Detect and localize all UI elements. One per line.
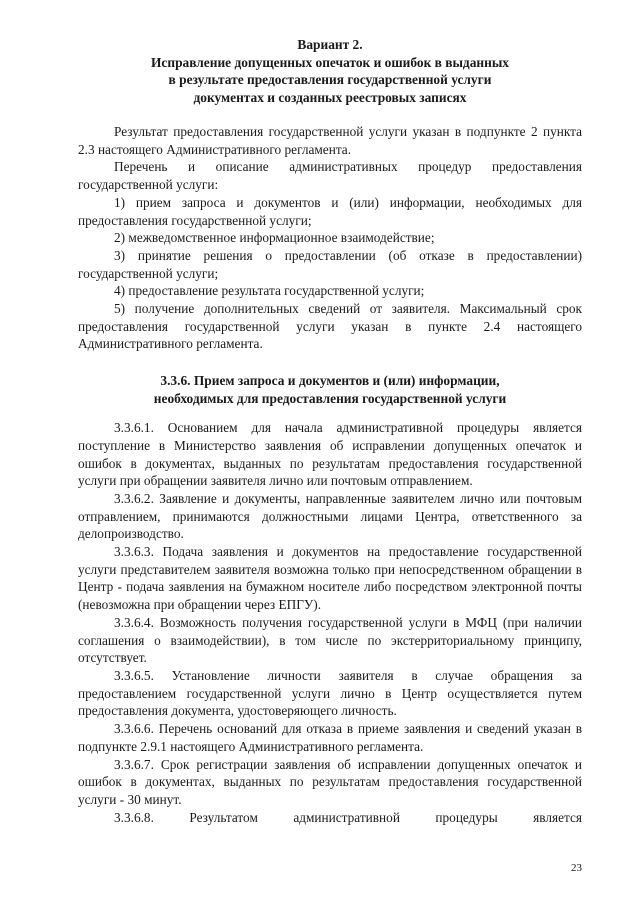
variant-subtitle-line: в результате предоставления государственной услуги	[168, 72, 492, 87]
intro-paragraph: Результат предоставления государственной услуги указан в подпункте 2 пункта 2.3 настоящего Административного регламента.	[78, 124, 582, 157]
variant-subtitle-line: документах и созданных реестровых записях	[193, 89, 467, 105]
procedure-item: 2) межведомственное информационное взаимодействие;	[114, 230, 435, 246]
procedure-item: 5) получение дополнительных сведений от заявителя. Максимальный срок предоставления государственной услуги указан в пункте 2.4 настоящего Административного регламента.	[78, 301, 582, 352]
section-title-line: необходимых для предоставления государственной услуги	[153, 390, 507, 406]
clause-paragraph: 3.3.6.5. Установление личности заявителя в случае обращения за предоставлением государственной услуги лично в Центр осуществляется путем предоставления документа, удостоверяющего личность.	[78, 667, 582, 719]
section-heading	[78, 372, 582, 407]
procedure-item: 1) прием запроса и документов и (или) информации, необходимых для предоставления государственной услуги;	[78, 194, 582, 228]
page-number: 23	[571, 862, 582, 874]
clause-paragraph: 3.3.6.8. Результатом административной процедуры является	[114, 809, 582, 825]
clause-paragraph: 3.3.6.6. Перечень оснований для отказа в приеме заявления и сведений указан в подпункте 2.9.1 настоящего Административного регламента.	[78, 721, 582, 754]
clause-paragraph: 3.3.6.7. Срок регистрации заявления об исправлении допущенных опечаток и ошибок в документах, выданных по результатам предоставления государственной услуги - 30 минут.	[78, 756, 582, 807]
clause-paragraph: 3.3.6.1. Основанием для начала административной процедуры является поступление в Министерство заявления об исправлении допущенных опечаток и ошибок в документах, выданных по результатам предоставления государственной услуги при обращении заявителя лично или почтовым отправлением.	[78, 420, 582, 489]
clause-paragraph: 3.3.6.3. Подача заявления и документов на предоставление государственной услуги представителем заявителя возможна только при непосредственном обращении в Центр - подача заявления на бумажном носителе либо посредством электронной почты (невозможна при обращении через ЕПГУ).	[78, 544, 582, 613]
clause-paragraph: 3.3.6.2. Заявление и документы, направленные заявителем лично или почтовым отправлением, принимаются должностными лицами Центра, ответственного за делопроизводство.	[78, 490, 582, 542]
procedure-item: 4) предоставление результата государственной услуги;	[114, 283, 425, 299]
variant-title: Вариант 2.	[297, 37, 363, 52]
intro-paragraph: Перечень и описание административных процедур предоставления государственной услуги:	[78, 159, 582, 193]
procedure-item: 3) принятие решения о предоставлении (об отказе в предоставлении) государственной услуги;	[78, 247, 582, 281]
section-title-line: 3.3.6. Прием запроса и документов и (или) информации,	[160, 373, 500, 389]
clause-paragraph: 3.3.6.4. Возможность получения государственной услуги в МФЦ (при наличии соглашения о взаимодействии), в том числе по экстерриториальному принципу, отсутствует.	[78, 614, 582, 666]
intro-section	[78, 123, 582, 353]
variant-heading	[78, 36, 582, 106]
section-body	[78, 419, 582, 826]
variant-subtitle-line: Исправление допущенных опечаток и ошибок в выданных	[151, 54, 509, 70]
